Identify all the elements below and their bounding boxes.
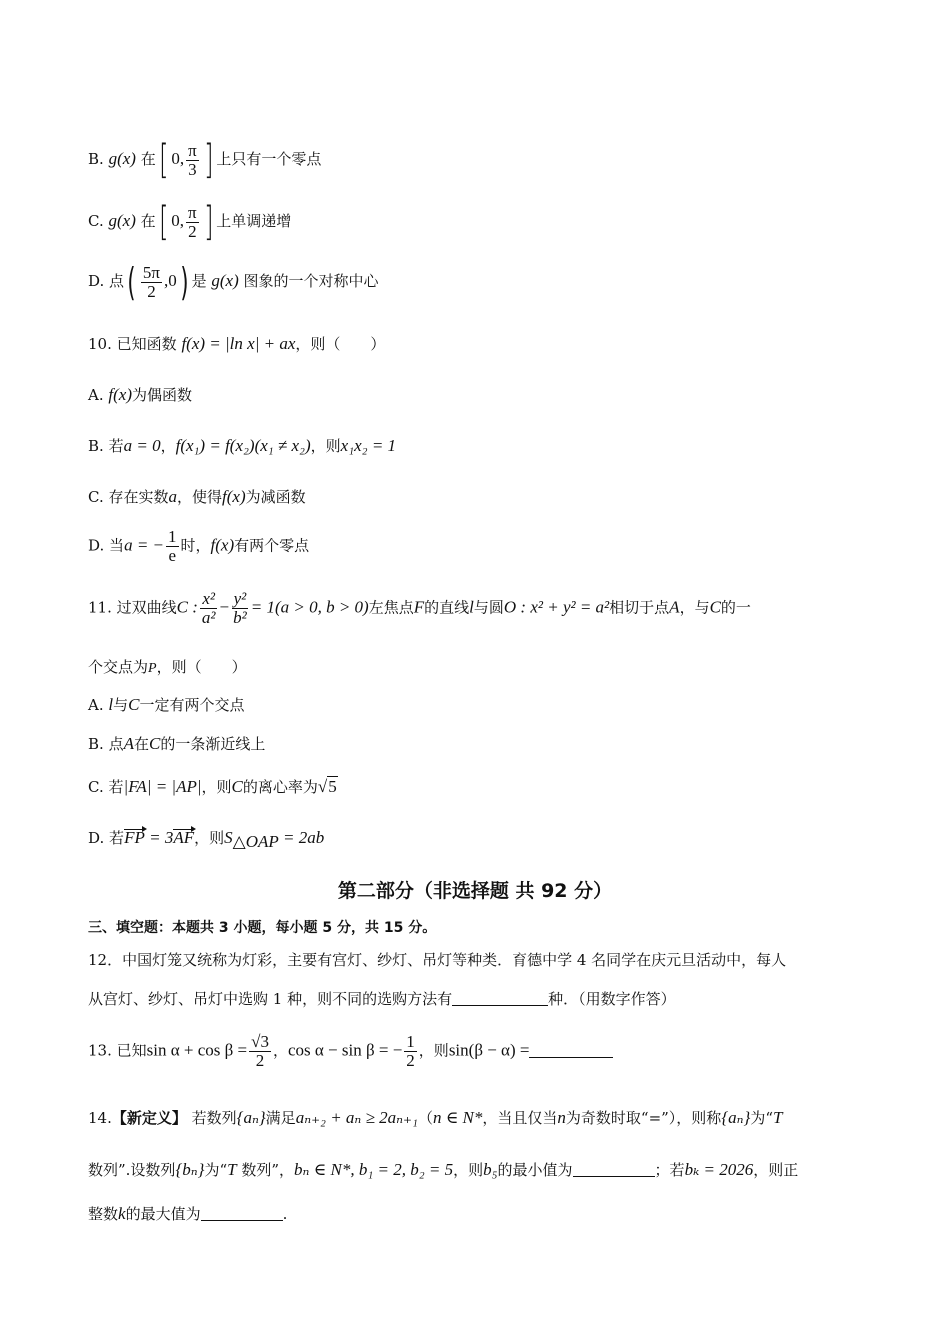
interval-left: 0,	[171, 211, 185, 230]
section-heading: 三、填空题：本题共 3 小题，每小题 5 分，共 15 分。	[88, 920, 437, 936]
option-label: D.	[88, 272, 105, 290]
tag-new-definition: 【新定义】	[111, 1109, 187, 1127]
formula: f(x₁) = f(x₂)(x₁ ≠ x₂)	[175, 436, 311, 455]
function-g: g(x)	[108, 211, 136, 230]
option-label: B.	[88, 735, 104, 753]
option-text: 在	[140, 150, 156, 168]
q11-option-b: B. 点A在C的一条渐近线上	[88, 734, 266, 753]
option-text: 上只有一个零点	[216, 150, 322, 168]
option-text: 上单调递增	[216, 212, 292, 230]
option-label: B.	[88, 437, 104, 455]
function-g: g(x)	[211, 271, 239, 290]
option-label: A.	[88, 386, 104, 404]
q12-line1: 12．中国灯笼又统称为灯彩，主要有宫灯、纱灯、吊灯等种类．育德中学 4 名同学在庆元旦活动中，每人	[88, 951, 787, 969]
q11-option-c: C. 若|FA| = |AP|，则C的离心率为√5	[88, 777, 337, 796]
q11-stem-line2: 个交点为P，则（ ）	[88, 658, 247, 676]
sqrt-icon: √	[317, 777, 328, 796]
fraction: $\frac{5\pi}{2}$	[142, 262, 160, 301]
option-text: 在	[140, 212, 156, 230]
answer-blank[interactable]	[573, 1161, 655, 1177]
q11-stem-line1: 11. 过双曲线C : $\frac{\text{x²}}{\text{a²}}$ − $\frac{\text{y²}}{\text{b²}}$ = 1(a > 0, b > 0)左焦点F的直线l与圆O : x² + y² = a²相切于点A，与C的一	[88, 589, 751, 627]
q14-line2: 数列”.设数列{bₙ}为“T 数列”，bₙ ∈ N*, b₁ = 2, b₂ = 5，则b₅的最小值为 ；若bₖ = 2026，则正	[88, 1160, 799, 1179]
vector-fp: FP	[124, 828, 145, 847]
section-title: 第二部分（非选择题 共 92 分）	[337, 880, 613, 902]
answer-blank[interactable]	[452, 990, 548, 1006]
question-number: 10.	[88, 335, 112, 353]
q9-option-d: D. 点( $\frac{5\pi}{2}$ ,0) 是 g(x) 图象的一个对称中心	[88, 260, 379, 304]
option-label: C.	[88, 212, 104, 230]
fraction: $\frac{1}{2}$	[406, 1032, 415, 1070]
q9-option-c: C. g(x) 在[ 0, $\frac{\pi}{2}$ ] 上单调递增	[88, 199, 292, 245]
option-label: C.	[88, 488, 104, 506]
fraction: $\frac{√3}{2}$	[251, 1032, 269, 1070]
q10-stem: 10. 已知函数 f(x) = |ln x| + ax，则（ ）	[88, 334, 386, 353]
fraction: $\frac{\pi}{2}$	[188, 202, 197, 241]
option-label: A.	[88, 696, 104, 714]
q14-line3: 整数k的最大值为 .	[88, 1204, 288, 1223]
option-label: D.	[88, 829, 105, 847]
answer-blank[interactable]	[529, 1042, 613, 1058]
fraction: $\frac{1}{e}$	[168, 527, 177, 565]
fraction: $\frac{\text{x²}}{\text{a²}}$	[201, 589, 216, 627]
formula: f(x)	[108, 385, 132, 404]
formula: f(x) = |ln x| + ax	[181, 334, 296, 353]
q10-option-a: A. f(x)为偶函数	[88, 385, 192, 404]
answer-blank[interactable]	[201, 1205, 283, 1221]
formula: f(x)	[210, 535, 235, 555]
q11-option-d: D. 若FP = 3AF，则$S_{\triangle OAP} = 2ab$	[88, 828, 325, 851]
q11-option-a: A. l与C一定有两个交点	[88, 695, 245, 714]
fraction: $\frac{\text{y²}}{\text{b²}}$	[233, 589, 247, 627]
option-label: C.	[88, 778, 104, 796]
question-number: 11.	[88, 598, 112, 617]
interval-left: 0,	[171, 149, 185, 168]
vector-af: AF	[173, 828, 195, 847]
q10-option-c: C. 存在实数a，使得f(x)为减函数	[88, 487, 306, 506]
q13-line: 13. 已知sin α + cos β = $\frac{√3}{2}$ ，cos α − sin β = − $\frac{1}{2}$ ，则sin(β − α) =	[88, 1033, 613, 1070]
q9-option-b: B. g(x) 在[ 0, $\frac{\pi}{3}$ ] 上只有一个零点	[88, 137, 322, 183]
q14-line1: 14.【新定义】 若数列{aₙ}满足aₙ₊₂ + aₙ ≥ 2aₙ₊₁（n ∈ N*，当且仅当n为奇数时取“=”），则称{aₙ}为“T	[88, 1108, 783, 1127]
function-g: g(x)	[108, 149, 136, 168]
option-text: 点	[109, 272, 125, 290]
formula: f(x)	[222, 487, 246, 506]
fraction: $\frac{\pi}{3}$	[188, 140, 197, 179]
q10-option-d: D. 当a = − $\frac{1}{e}$ 时，f(x)有两个零点	[88, 527, 310, 565]
option-label: D.	[88, 536, 105, 555]
q10-option-b: B. 若a = 0，f(x₁) = f(x₂)(x₁ ≠ x₂)，则x₁x₂ = 1	[88, 436, 397, 455]
q12-line2: 从宫灯、纱灯、吊灯中选购 1 种，则不同的选购方法有 种．（用数字作答）	[88, 990, 676, 1008]
option-label: B.	[88, 150, 104, 168]
